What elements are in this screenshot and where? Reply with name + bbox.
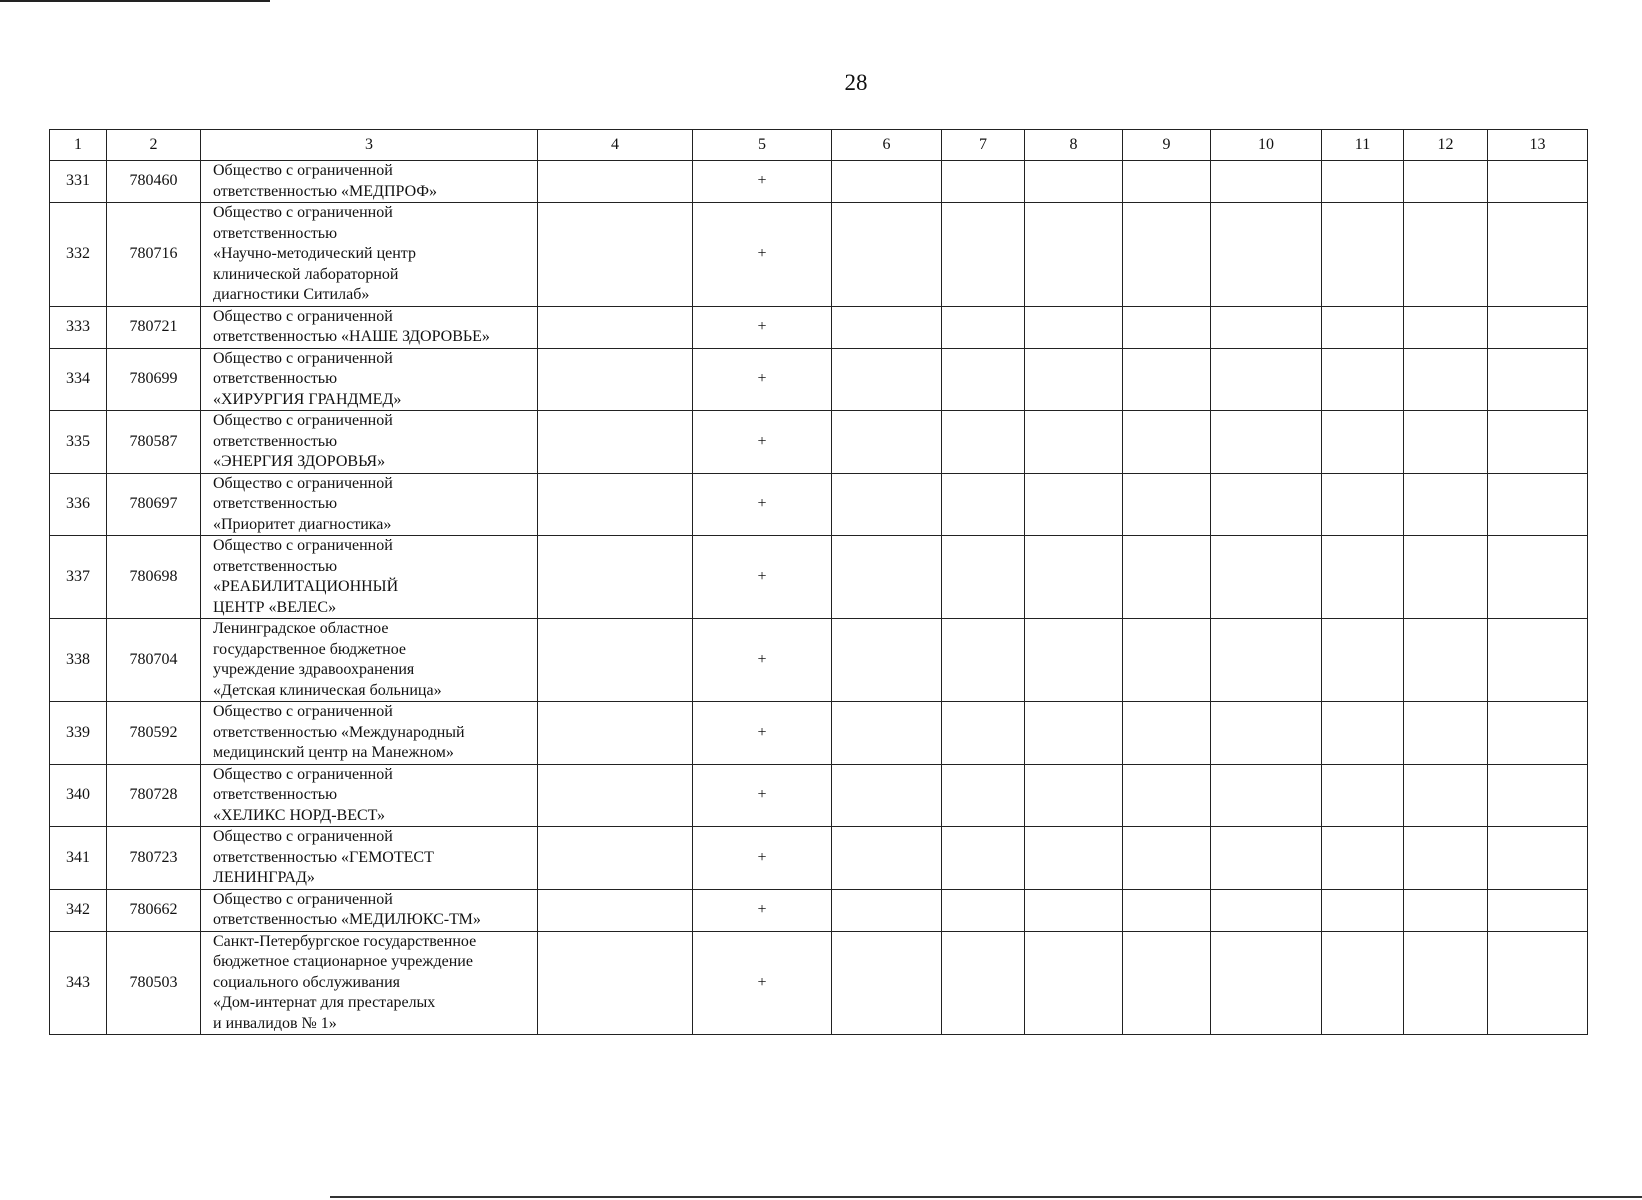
row-number-cell: 340 [50, 764, 107, 827]
column-7-cell [942, 889, 1025, 931]
column-6-cell [832, 536, 942, 619]
page-number: 28 [844, 70, 868, 95]
column-header: 4 [538, 130, 693, 161]
column-6-cell [832, 161, 942, 203]
row-number-cell: 333 [50, 306, 107, 348]
column-6-cell [832, 619, 942, 702]
column-11-cell [1322, 348, 1404, 411]
organization-name-cell [201, 889, 538, 931]
column-4-cell [538, 473, 693, 536]
row-number-cell: 337 [50, 536, 107, 619]
column-9-cell [1123, 764, 1211, 827]
row-number-cell: 336 [50, 473, 107, 536]
table-row [50, 348, 1588, 411]
column-4-cell [538, 536, 693, 619]
row-number-cell: 338 [50, 619, 107, 702]
column-header: 6 [832, 130, 942, 161]
organization-name-line: Общество с ограниченной [213, 474, 393, 492]
organization-name-line: «РЕАБИЛИТАЦИОННЫЙ [213, 578, 399, 595]
organization-name-cell [201, 827, 538, 890]
column-9-cell [1123, 348, 1211, 411]
column-10-cell [1211, 411, 1322, 474]
table-row [50, 702, 1588, 765]
table-row [50, 536, 1588, 619]
organization-name-line: «ЭНЕРГИЯ ЗДОРОВЬЯ» [213, 453, 386, 470]
organization-name-line: Общество с ограниченной [213, 828, 393, 845]
column-header: 3 [201, 130, 538, 161]
organization-name-cell [201, 473, 538, 536]
organization-name-line: «Научно-методический центр [213, 245, 416, 262]
column-7-cell [942, 203, 1025, 307]
participation-mark-cell: + [693, 619, 832, 702]
column-header: 9 [1123, 130, 1211, 161]
organization-name-line: ответственностью [213, 370, 338, 387]
column-10-cell [1211, 764, 1322, 827]
registry-code-cell: 780662 [107, 889, 201, 931]
registry-table-wrapper [49, 129, 1587, 1035]
column-13-cell [1488, 161, 1588, 203]
organization-name-line: ответственностью «НАШЕ ЗДОРОВЬЕ» [213, 328, 490, 345]
organization-name-line: «Детская клиническая больница» [213, 681, 442, 699]
column-11-cell [1322, 619, 1404, 702]
participation-mark-cell: + [693, 827, 832, 890]
column-6-cell [832, 203, 942, 307]
organization-name-line: диагностики Ситилаб» [213, 286, 370, 303]
organization-name-line: ЦЕНТР «ВЕЛЕС» [213, 598, 337, 616]
column-11-cell [1322, 161, 1404, 203]
row-number-cell: 341 [50, 827, 107, 890]
column-4-cell [538, 411, 693, 474]
organization-name-cell [201, 536, 538, 619]
registry-code-cell: 780704 [107, 619, 201, 702]
organization-name-line: Общество с ограниченной [213, 162, 393, 179]
organization-name-cell [201, 161, 538, 203]
table-row [50, 203, 1588, 307]
organization-name-line: Ленинградское областное [213, 620, 389, 637]
column-11-cell [1322, 827, 1404, 890]
participation-mark-cell: + [693, 702, 832, 765]
column-6-cell [832, 348, 942, 411]
column-4-cell [538, 348, 693, 411]
participation-mark-cell: + [693, 931, 832, 1035]
participation-mark-cell: + [693, 348, 832, 411]
column-12-cell [1404, 827, 1488, 890]
column-8-cell [1025, 161, 1123, 203]
column-4-cell [538, 889, 693, 931]
organization-name-cell [201, 348, 538, 411]
column-12-cell [1404, 764, 1488, 827]
table-row [50, 473, 1588, 536]
column-8-cell [1025, 827, 1123, 890]
column-7-cell [942, 536, 1025, 619]
column-4-cell [538, 764, 693, 827]
organization-name-line: ответственностью [213, 224, 338, 242]
row-number-cell: 339 [50, 702, 107, 765]
column-12-cell [1404, 473, 1488, 536]
column-7-cell [942, 827, 1025, 890]
column-8-cell [1025, 702, 1123, 765]
column-7-cell [942, 619, 1025, 702]
registry-code-cell: 780698 [107, 536, 201, 619]
column-6-cell [832, 889, 942, 931]
column-header: 8 [1025, 130, 1123, 161]
table-header [50, 130, 1588, 161]
column-13-cell [1488, 764, 1588, 827]
organization-name-line: Общество с ограниченной [213, 412, 393, 429]
column-4-cell [538, 161, 693, 203]
organization-name-line: Общество с ограниченной [213, 537, 393, 554]
organization-name-line: «ХЕЛИКС НОРД-ВЕСТ» [213, 806, 385, 824]
organization-name-line: ответственностью [213, 495, 338, 512]
table-row [50, 306, 1588, 348]
row-number-cell: 343 [50, 931, 107, 1035]
organization-name-line: ответственностью [213, 432, 338, 450]
row-number-cell: 332 [50, 203, 107, 307]
participation-mark-cell: + [693, 473, 832, 536]
table-row [50, 931, 1588, 1035]
participation-mark-cell: + [693, 306, 832, 348]
registry-code-cell: 780716 [107, 203, 201, 307]
column-7-cell [942, 411, 1025, 474]
column-header: 13 [1488, 130, 1588, 161]
column-4-cell [538, 619, 693, 702]
column-4-cell [538, 931, 693, 1035]
organization-name-cell [201, 306, 538, 348]
column-10-cell [1211, 827, 1322, 890]
column-13-cell [1488, 473, 1588, 536]
column-header: 7 [942, 130, 1025, 161]
organization-name-line: «ХИРУРГИЯ ГРАНДМЕД» [213, 390, 402, 408]
column-12-cell [1404, 306, 1488, 348]
table-body [50, 161, 1588, 1035]
column-8-cell [1025, 889, 1123, 931]
column-11-cell [1322, 931, 1404, 1035]
column-12-cell [1404, 203, 1488, 307]
column-9-cell [1123, 931, 1211, 1035]
column-8-cell [1025, 764, 1123, 827]
column-10-cell [1211, 203, 1322, 307]
column-7-cell [942, 473, 1025, 536]
column-13-cell [1488, 889, 1588, 931]
organization-name-line: Общество с ограниченной [213, 204, 393, 221]
column-12-cell [1404, 619, 1488, 702]
table-row [50, 889, 1588, 931]
organization-name-line: ответственностью «МЕДИЛЮКС-ТМ» [213, 911, 481, 928]
scan-edge-bottom [330, 1196, 1642, 1198]
organization-name-line: ответственностью «Международный [213, 723, 465, 741]
organization-name-line: клинической лабораторной [213, 265, 399, 283]
column-12-cell [1404, 536, 1488, 619]
participation-mark-cell: + [693, 536, 832, 619]
column-13-cell [1488, 306, 1588, 348]
column-8-cell [1025, 306, 1123, 348]
column-8-cell [1025, 203, 1123, 307]
row-number-cell: 334 [50, 348, 107, 411]
table-row [50, 827, 1588, 890]
organization-name-line: «Приоритет диагностика» [213, 515, 392, 533]
column-9-cell [1123, 619, 1211, 702]
registry-table [49, 129, 1588, 1035]
organization-name-cell [201, 702, 538, 765]
column-11-cell [1322, 203, 1404, 307]
participation-mark-cell: + [693, 889, 832, 931]
participation-mark-cell: + [693, 203, 832, 307]
column-4-cell [538, 827, 693, 890]
column-9-cell [1123, 203, 1211, 307]
column-13-cell [1488, 619, 1588, 702]
column-header: 2 [107, 130, 201, 161]
organization-name-line: и инвалидов № 1» [213, 1014, 337, 1032]
organization-name-line: ответственностью «МЕДПРОФ» [213, 182, 438, 200]
organization-name-cell [201, 411, 538, 474]
column-11-cell [1322, 889, 1404, 931]
column-12-cell [1404, 931, 1488, 1035]
column-12-cell [1404, 348, 1488, 411]
column-4-cell [538, 702, 693, 765]
column-13-cell [1488, 827, 1588, 890]
registry-code-cell: 780587 [107, 411, 201, 474]
column-13-cell [1488, 536, 1588, 619]
column-10-cell [1211, 306, 1322, 348]
column-10-cell [1211, 473, 1322, 536]
column-8-cell [1025, 411, 1123, 474]
organization-name-line: социального обслуживания [213, 973, 401, 991]
table-row [50, 411, 1588, 474]
column-7-cell [942, 764, 1025, 827]
column-header: 5 [693, 130, 832, 161]
column-9-cell [1123, 536, 1211, 619]
column-12-cell [1404, 411, 1488, 474]
registry-code-cell: 780503 [107, 931, 201, 1035]
registry-code-cell: 780723 [107, 827, 201, 890]
column-11-cell [1322, 764, 1404, 827]
column-10-cell [1211, 348, 1322, 411]
row-number-cell: 331 [50, 161, 107, 203]
column-10-cell [1211, 931, 1322, 1035]
participation-mark-cell: + [693, 764, 832, 827]
column-9-cell [1123, 473, 1211, 536]
organization-name-line: ЛЕНИНГРАД» [213, 869, 315, 886]
column-6-cell [832, 827, 942, 890]
header-row [50, 130, 1588, 161]
column-6-cell [832, 931, 942, 1035]
column-7-cell [942, 931, 1025, 1035]
organization-name-cell [201, 931, 538, 1035]
column-10-cell [1211, 161, 1322, 203]
column-11-cell [1322, 473, 1404, 536]
column-header: 10 [1211, 130, 1322, 161]
organization-name-cell [201, 203, 538, 307]
column-8-cell [1025, 536, 1123, 619]
column-8-cell [1025, 619, 1123, 702]
column-13-cell [1488, 931, 1588, 1035]
column-header: 1 [50, 130, 107, 161]
column-8-cell [1025, 348, 1123, 411]
organization-name-line: ответственностью [213, 557, 338, 575]
column-4-cell [538, 203, 693, 307]
column-6-cell [832, 473, 942, 536]
scan-edge-top [0, 0, 270, 2]
table-row [50, 619, 1588, 702]
column-7-cell [942, 348, 1025, 411]
column-6-cell [832, 702, 942, 765]
registry-code-cell: 780721 [107, 306, 201, 348]
row-number-cell: 335 [50, 411, 107, 474]
column-10-cell [1211, 619, 1322, 702]
column-12-cell [1404, 702, 1488, 765]
organization-name-line: Санкт-Петербургское государственное [213, 932, 477, 950]
column-11-cell [1322, 411, 1404, 474]
column-9-cell [1123, 411, 1211, 474]
column-10-cell [1211, 536, 1322, 619]
organization-name-cell [201, 619, 538, 702]
organization-name-line: Общество с ограниченной [213, 349, 393, 367]
row-number-cell: 342 [50, 889, 107, 931]
organization-name-line: государственное бюджетное [213, 640, 406, 658]
organization-name-line: Общество с ограниченной [213, 703, 393, 720]
column-9-cell [1123, 889, 1211, 931]
column-8-cell [1025, 931, 1123, 1035]
column-13-cell [1488, 702, 1588, 765]
organization-name-line: учреждение здравоохранения [213, 661, 415, 678]
column-6-cell [832, 764, 942, 827]
column-11-cell [1322, 702, 1404, 765]
column-6-cell [832, 306, 942, 348]
column-10-cell [1211, 889, 1322, 931]
organization-name-line: Общество с ограниченной [213, 765, 393, 783]
column-header: 11 [1322, 130, 1404, 161]
registry-code-cell: 780460 [107, 161, 201, 203]
organization-name-line: ответственностью «ГЕМОТЕСТ [213, 848, 434, 866]
column-9-cell [1123, 161, 1211, 203]
column-10-cell [1211, 702, 1322, 765]
registry-code-cell: 780699 [107, 348, 201, 411]
participation-mark-cell: + [693, 161, 832, 203]
registry-code-cell: 780728 [107, 764, 201, 827]
registry-code-cell: 780697 [107, 473, 201, 536]
organization-name-line: бюджетное стационарное учреждение [213, 953, 473, 970]
participation-mark-cell: + [693, 411, 832, 474]
organization-name-line: Общество с ограниченной [213, 890, 393, 908]
table-row [50, 161, 1588, 203]
column-8-cell [1025, 473, 1123, 536]
column-11-cell [1322, 306, 1404, 348]
column-7-cell [942, 161, 1025, 203]
table-row [50, 764, 1588, 827]
organization-name-line: медицинский центр на Манежном» [213, 744, 454, 761]
column-12-cell [1404, 889, 1488, 931]
column-7-cell [942, 702, 1025, 765]
organization-name-line: Общество с ограниченной [213, 307, 393, 325]
column-7-cell [942, 306, 1025, 348]
column-13-cell [1488, 203, 1588, 307]
column-12-cell [1404, 161, 1488, 203]
column-9-cell [1123, 306, 1211, 348]
column-header: 12 [1404, 130, 1488, 161]
column-4-cell [538, 306, 693, 348]
organization-name-line: «Дом-интернат для престарелых [213, 994, 436, 1011]
column-11-cell [1322, 536, 1404, 619]
column-13-cell [1488, 411, 1588, 474]
organization-name-cell [201, 764, 538, 827]
column-13-cell [1488, 348, 1588, 411]
column-9-cell [1123, 827, 1211, 890]
organization-name-line: ответственностью [213, 786, 338, 803]
registry-code-cell: 780592 [107, 702, 201, 765]
column-6-cell [832, 411, 942, 474]
column-9-cell [1123, 702, 1211, 765]
